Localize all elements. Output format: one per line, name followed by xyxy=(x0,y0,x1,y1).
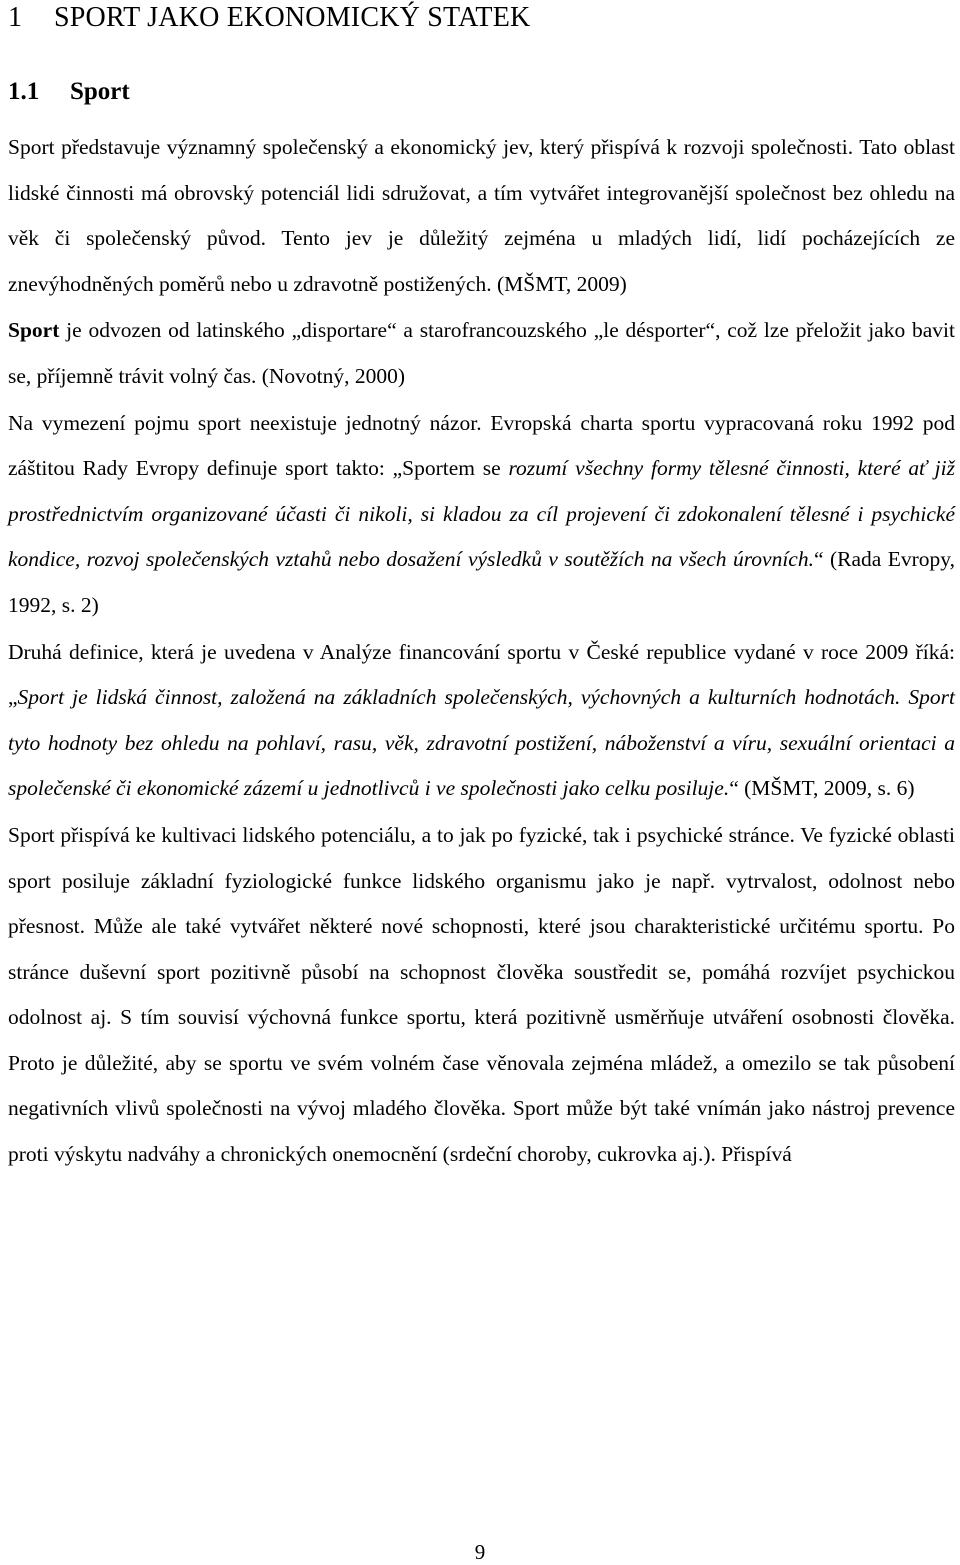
paragraph-text: Druhá definice, která je uvedena v Analýze financování sportu v České republice vydané v roce 2009 říká: „ xyxy=(8,639,955,710)
paragraph-second-definition xyxy=(8,630,955,812)
citation: “ (Rada Evropy, 1992, s. 2) xyxy=(8,547,955,617)
paragraph-european-charter xyxy=(8,401,955,629)
term-sport: Sport xyxy=(8,318,60,343)
paragraph-text: Na vymezení pojmu sport neexistuje jednotný názor. Evropská charta sportu vypracovaná roku 1992 pod záštitou Rady Evropy definuje sport takto: „Sportem se xyxy=(8,410,955,481)
chapter-heading xyxy=(8,0,955,48)
chapter-number: 1 xyxy=(8,2,23,33)
section-heading xyxy=(8,78,955,106)
quoted-definition: Sport je lidská činnost, založená na základních společenských, výchovných a kulturních hodnotách. Sport tyto hodnoty bez ohledu na pohlaví, rasu, věk, zdravotní postižení, náboženství a víru, sexuální orientaci a společenské či ekonomické zázemí u jednotlivců i ve společnosti jako celku posiluje. xyxy=(8,685,955,801)
paragraph-sport-etymology xyxy=(8,308,955,399)
paragraph-text: Sport přispívá ke kultivaci lidského potenciálu, a to jak po fyzické, tak i psychické stránce. Ve fyzické oblasti sport posiluje základní fyziologické funkce lidského organismu jako je např. vytrvalost, odolnost nebo přesnost. Může ale také vytvářet některé nové schopnosti, které jsou charakteristické určitému sportu. Po stránce duševní sport pozitivně působí na schopnost člověka soustředit se, pomáhá rozvíjet psychickou odolnost aj. S tím souvisí výchovná funkce sportu, která pozitivně usměrňuje utváření osobnosti člověka. Proto je důležité, aby se sportu ve svém volném čase věnovala zejména mládež, a omezilo se tak působení negativních vlivů společnosti na vývoj mladého člověka. Sport může být také vnímán jako nástroj prevence proti výskytu nadváhy a chronických onemocnění (srdeční choroby, cukrovka aj.). Přispívá xyxy=(8,822,955,1167)
paragraph-sport-benefits xyxy=(8,813,955,1178)
citation: (Novotný, 2000) xyxy=(261,363,406,388)
section-number: 1.1 xyxy=(8,78,40,105)
page-number: 9 xyxy=(474,1540,486,1564)
citation: (MŠMT, 2009) xyxy=(496,271,627,296)
citation: “ (MŠMT, 2009, s. 6) xyxy=(729,776,915,801)
chapter-title: SPORT JAKO EKONOMICKÝ STATEK xyxy=(54,2,531,33)
paragraph-sport-intro xyxy=(8,125,955,307)
paragraph-text: je odvozen od latinského „disportare“ a starofrancouzského „le désporter“, což lze přeložit jako bavit se, příjemně trávit volný čas. xyxy=(8,318,955,388)
document-page xyxy=(8,0,955,1178)
section-title: Sport xyxy=(70,78,130,105)
paragraph-text: Sport představuje významný společenský a ekonomický jev, který přispívá k rozvoji společnosti. Tato oblast lidské činnosti má obrovský potenciál lidi sdružovat, a tím vytvářet integrovanější společnost bez ohledu na věk či společenský původ. Tento jev je důležitý zejména u mladých lidí, lidí pocházejících ze znevýhodněných poměrů nebo u zdravotně postižených. xyxy=(8,135,955,296)
quoted-definition: rozumí všechny formy tělesné činnosti, které ať již prostřednictvím organizované účasti či nikoli, si kladou za cíl projevení či zdokonalení tělesné i psychické kondice, rozvoj společenských vztahů nebo dosažení výsledků v soutěžích na všech úrovních. xyxy=(8,456,955,572)
